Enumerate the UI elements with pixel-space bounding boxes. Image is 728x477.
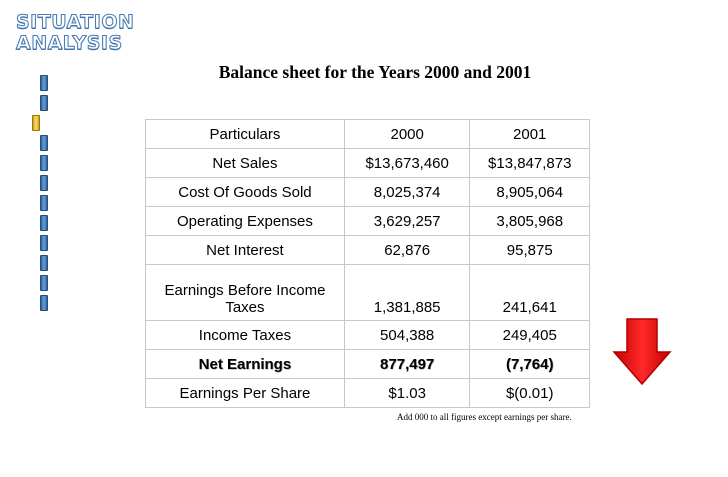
value-2000: 62,876 [344,236,470,265]
table-row [146,321,590,350]
value-2001: $(0.01) [470,379,590,408]
progress-bar [40,195,48,211]
row-label: Earnings Before Income Taxes [146,265,345,321]
down-arrow-icon [612,318,672,386]
value-2000: 504,388 [344,321,470,350]
logo-line-1: SITUATION [16,11,135,33]
progress-bar [40,235,48,251]
header-2001: 2001 [470,120,590,149]
progress-bar [40,95,48,111]
progress-bar [40,295,48,311]
value-2001: 95,875 [470,236,590,265]
value-2001: 241,641 [470,265,590,321]
slide-progress-bars [32,75,52,315]
row-label: Net Earnings [146,350,345,379]
value-2001: 249,405 [470,321,590,350]
table-row [146,379,590,408]
header-2000: 2000 [344,120,470,149]
header-particulars: Particulars [146,120,345,149]
page-title: Balance sheet for the Years 2000 and 2001 [218,62,532,82]
value-2000: 877,497 [344,350,470,379]
value-2000: 1,381,885 [344,265,470,321]
value-2000: $13,673,460 [344,149,470,178]
table-row [146,178,590,207]
value-2001: (7,764) [470,350,590,379]
value-2001: 3,805,968 [470,207,590,236]
logo-line-2: ANALYSIS [16,32,123,54]
progress-bar [40,75,48,91]
table-row-highlight [146,350,590,379]
row-label: Net Interest [146,236,345,265]
value-2000: 3,629,257 [344,207,470,236]
balance-sheet-table [145,119,590,408]
value-2001: 8,905,064 [470,178,590,207]
row-label: Cost Of Goods Sold [146,178,345,207]
value-2001: $13,847,873 [470,149,590,178]
progress-bar-current [32,115,40,131]
progress-bar [40,175,48,191]
table-header-row [146,120,590,149]
table-row [146,236,590,265]
progress-bar [40,275,48,291]
situation-analysis-logo [16,12,134,54]
row-label: Earnings Per Share [146,379,345,408]
table-row [146,149,590,178]
row-label: Net Sales [146,149,345,178]
progress-bar [40,135,48,151]
progress-bar [40,155,48,171]
value-2000: 8,025,374 [344,178,470,207]
progress-bar [40,215,48,231]
row-label: Income Taxes [146,321,345,350]
table-row [146,265,590,321]
value-2000: $1.03 [344,379,470,408]
table-row [146,207,590,236]
progress-bar [40,255,48,271]
footnote: Add 000 to all figures except earnings per share. [397,412,572,422]
row-label: Operating Expenses [146,207,345,236]
